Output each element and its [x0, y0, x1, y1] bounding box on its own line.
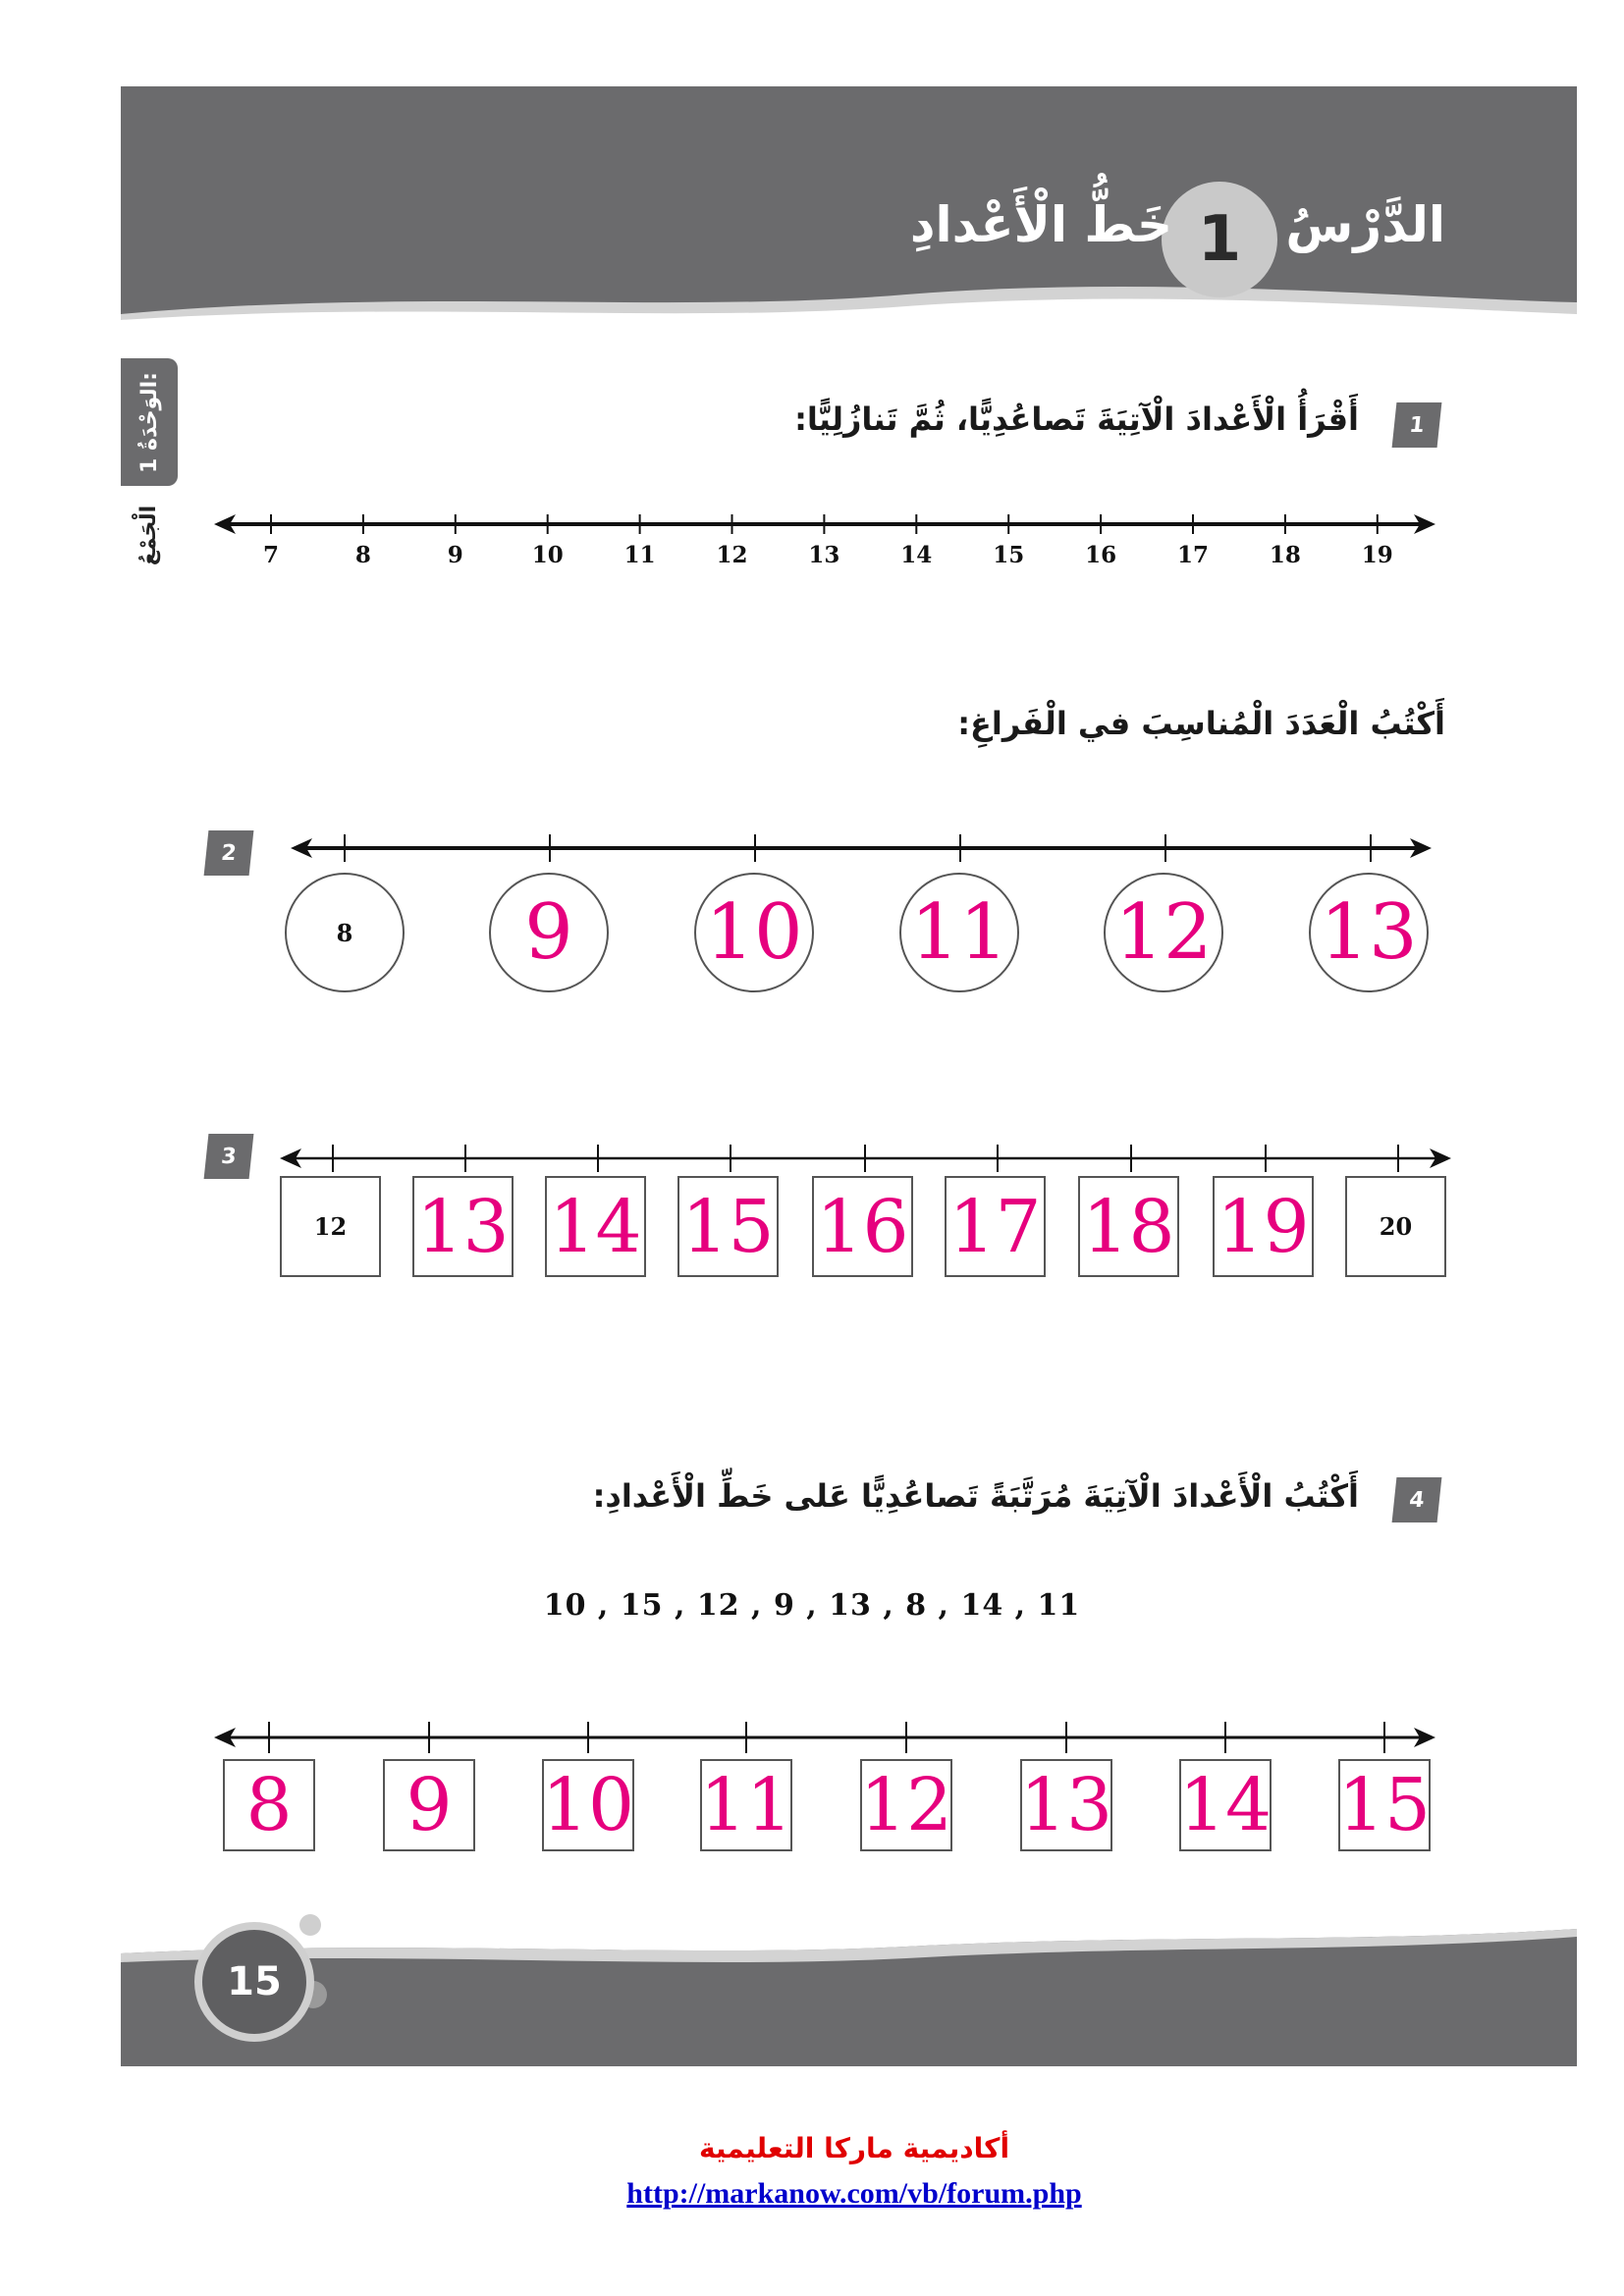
credit-url-wrap — [0, 2177, 1624, 2211]
decor-dot — [299, 1914, 321, 1936]
question-badge-1: 1 — [1392, 402, 1442, 448]
arrow-left-icon — [291, 838, 312, 858]
tick-label: 9 — [447, 542, 463, 568]
answer-box[interactable] — [1020, 1759, 1112, 1851]
answer-value: 17 — [948, 1184, 1042, 1269]
answer-value: 16 — [816, 1184, 909, 1269]
arrow-right-icon — [1410, 838, 1432, 858]
answer-value: 12 — [859, 1763, 953, 1847]
answer-box[interactable] — [542, 1759, 634, 1851]
answer-circle[interactable] — [694, 873, 814, 992]
answer-box[interactable] — [223, 1759, 315, 1851]
answer-value: 19 — [1217, 1184, 1310, 1269]
tick-label: 12 — [716, 542, 748, 568]
tick-label: 18 — [1269, 542, 1301, 568]
answer-value: 10 — [541, 1763, 635, 1847]
answer-value: 9 — [406, 1763, 453, 1847]
tick-label: 19 — [1361, 542, 1393, 568]
given-box-start: 12 — [280, 1176, 381, 1277]
answer-value: 15 — [1337, 1763, 1432, 1847]
credit-name: أكاديمية ماركا التعليمية — [698, 2132, 1010, 2164]
answer-box[interactable] — [700, 1759, 792, 1851]
answer-value: 9 — [524, 888, 573, 977]
q4-instruction: أَكْتُبُ الْأَعْدادَ الْآتِيَةَ مُرَتَّبَةً تَصاعُدِيًّا عَلى خَطِّ الْأَعْدادِ: — [592, 1477, 1359, 1515]
tick-label: 14 — [900, 542, 933, 568]
answer-box[interactable] — [945, 1176, 1046, 1277]
lesson-title: خَطُّ الْأَعْدادِ — [909, 196, 1172, 253]
answer-value: 10 — [705, 888, 803, 977]
answer-box[interactable] — [1179, 1759, 1272, 1851]
lesson-word: الدَّرْسُ — [1285, 196, 1445, 253]
answer-value: 14 — [549, 1184, 642, 1269]
question-badge-3: 3 — [204, 1134, 254, 1179]
unit-tab — [121, 358, 178, 486]
answer-value: 8 — [245, 1763, 293, 1847]
number-sequence: 10 , 15 , 12 , 9 , 13 , 8 , 14 , 11 — [543, 1588, 1081, 1623]
answer-value: 14 — [1178, 1763, 1272, 1847]
tick-label: 15 — [993, 542, 1025, 568]
page-number: 15 — [194, 1922, 314, 2042]
tick-label: 16 — [1085, 542, 1117, 568]
unit-topic: الْجَمْعُ — [136, 505, 162, 565]
answer-box[interactable] — [545, 1176, 646, 1277]
answer-value: 11 — [910, 888, 1008, 977]
answer-circle[interactable] — [1309, 873, 1429, 992]
given-circle — [285, 873, 405, 992]
arrow-right-icon — [1414, 1728, 1435, 1747]
arrow-left-icon — [280, 1148, 301, 1168]
arrow-right-icon — [1414, 514, 1435, 534]
answer-box[interactable] — [412, 1176, 514, 1277]
arrow-right-icon — [1430, 1148, 1451, 1168]
section-instruction: أَكْتُبُ الْعَدَدَ الْمُناسِبَ في الْفَراغِ: — [957, 705, 1445, 742]
q1-instruction: أَقْرَأُ الْأَعْدادَ الْآتِيَةَ تَصاعُدِيًّا، ثُمَّ تَنازُلِيًّا: — [794, 400, 1359, 438]
answer-box[interactable] — [1213, 1176, 1314, 1277]
answer-value: 13 — [416, 1184, 510, 1269]
arrow-left-icon — [214, 514, 236, 534]
answer-box[interactable] — [1338, 1759, 1431, 1851]
answer-value: 15 — [681, 1184, 775, 1269]
answer-box[interactable] — [812, 1176, 913, 1277]
answer-circle[interactable] — [489, 873, 609, 992]
given-box-end: 20 — [1345, 1176, 1446, 1277]
given-value: 8 — [336, 918, 353, 947]
answer-value: 12 — [1114, 888, 1213, 977]
tick-label: 11 — [623, 542, 656, 568]
answer-box[interactable] — [383, 1759, 475, 1851]
tick-label: 8 — [354, 542, 371, 568]
answer-value: 13 — [1320, 888, 1418, 977]
unit-label: الوَحْدَةُ 1: — [136, 371, 162, 473]
question-badge-4: 4 — [1392, 1477, 1442, 1522]
tick-label: 17 — [1176, 542, 1210, 568]
arrow-left-icon — [214, 1728, 236, 1747]
tick-label: 13 — [808, 542, 840, 568]
tick-label: 7 — [262, 542, 280, 568]
lesson-number: 1 — [1162, 182, 1277, 297]
tick-label: 10 — [531, 542, 564, 568]
answer-box[interactable] — [1078, 1176, 1179, 1277]
answer-circle[interactable] — [899, 873, 1019, 992]
answer-box[interactable] — [860, 1759, 952, 1851]
answer-value: 18 — [1082, 1184, 1175, 1269]
answer-circle[interactable] — [1104, 873, 1223, 992]
footer-band — [121, 1899, 1577, 2066]
question-badge-2: 2 — [204, 830, 254, 876]
answer-value: 13 — [1019, 1763, 1113, 1847]
answer-box[interactable] — [677, 1176, 779, 1277]
answer-value: 11 — [699, 1763, 793, 1847]
credit-url-link[interactable]: http://markanow.com/vb/forum.php — [626, 2177, 1082, 2210]
